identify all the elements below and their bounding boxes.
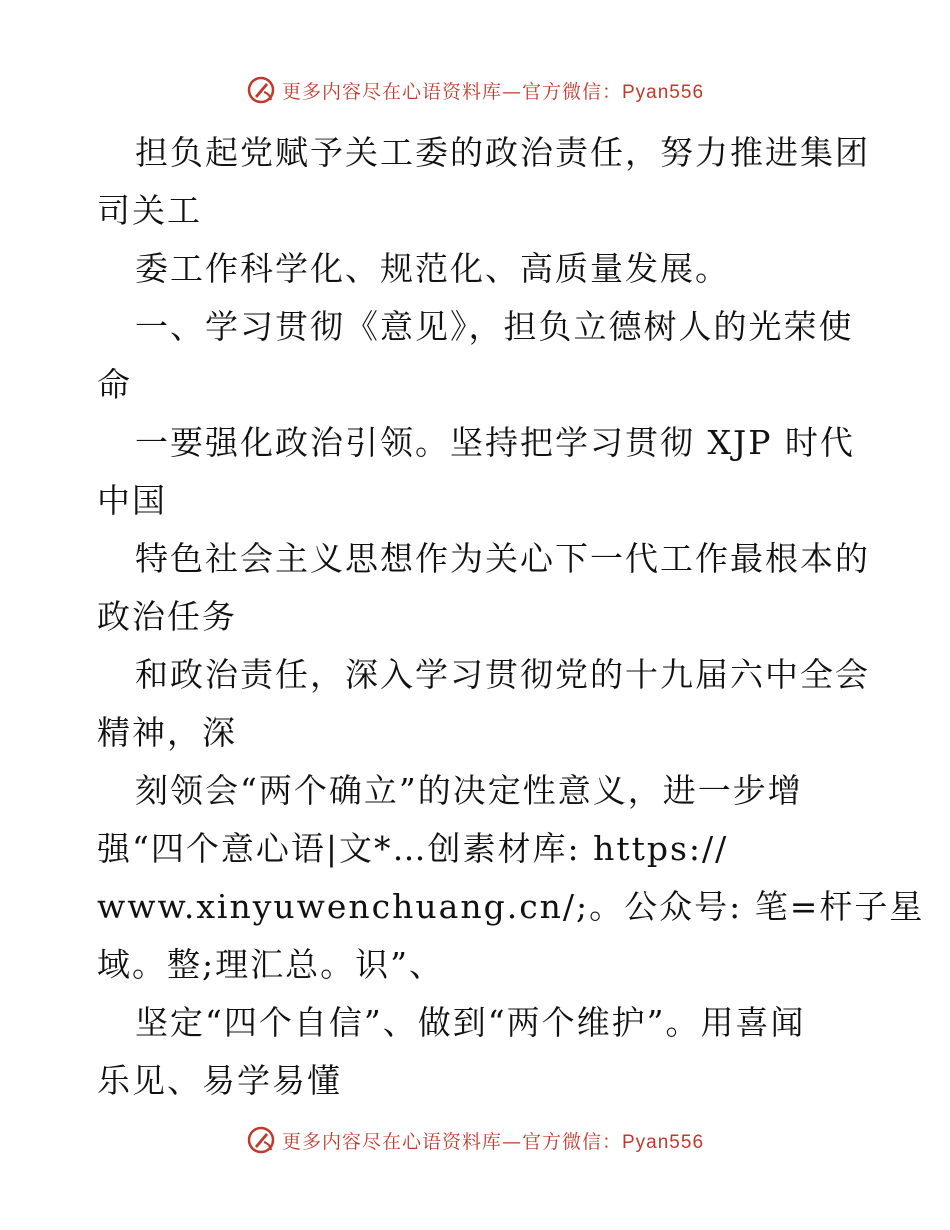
body-line: 坚定“四个自信”、做到“两个维护”。用喜闻 xyxy=(135,1003,806,1042)
body-line: 命 xyxy=(97,365,132,404)
body-line: 中国 xyxy=(97,481,167,520)
body-line: www.xinyuwenchuang.cn/;。公众号: 笔=杆子星 xyxy=(97,887,925,926)
footer-banner-text: 更多内容尽在心语资料库—官方微信：Pyan556 xyxy=(281,1130,705,1153)
body-line: 委工作科学化、规范化、高质量发展。 xyxy=(135,249,730,288)
body-line: 担负起党赋予关工委的政治责任，努力推进集团 xyxy=(135,133,870,172)
body-line: 精神，深 xyxy=(97,713,237,752)
quill-seal-icon xyxy=(246,1125,276,1155)
footer-banner xyxy=(0,1120,950,1160)
quill-seal-icon xyxy=(246,75,276,105)
body-line: 一要强化政治引领。坚持把学习贯彻 XJP 时代 xyxy=(135,423,855,462)
body-line: 乐见、易学易懂 xyxy=(97,1061,342,1100)
header-wechat-id: Pyan556 xyxy=(622,81,705,103)
body-line: 域。整;理汇总。识”、 xyxy=(97,945,444,984)
footer-wechat-id: Pyan556 xyxy=(622,1131,705,1153)
body-line: 刻领会“两个确立”的决定性意义，进一步增 xyxy=(135,771,803,810)
body-line: 和政治责任，深入学习贯彻党的十九届六中全会 xyxy=(135,655,870,694)
document-body xyxy=(97,124,925,1110)
body-line: 强“四个意心语|文*…创素材库: https:// xyxy=(97,829,729,868)
header-banner xyxy=(0,70,950,110)
body-line: 司关工 xyxy=(97,191,202,230)
header-banner-text: 更多内容尽在心语资料库—官方微信：Pyan556 xyxy=(281,80,705,103)
body-line: 政治任务 xyxy=(97,597,237,636)
body-line: 特色社会主义思想作为关心下一代工作最根本的 xyxy=(135,539,870,578)
body-line: 一、学习贯彻《意见》，担负立德树人的光荣使 xyxy=(135,307,854,346)
